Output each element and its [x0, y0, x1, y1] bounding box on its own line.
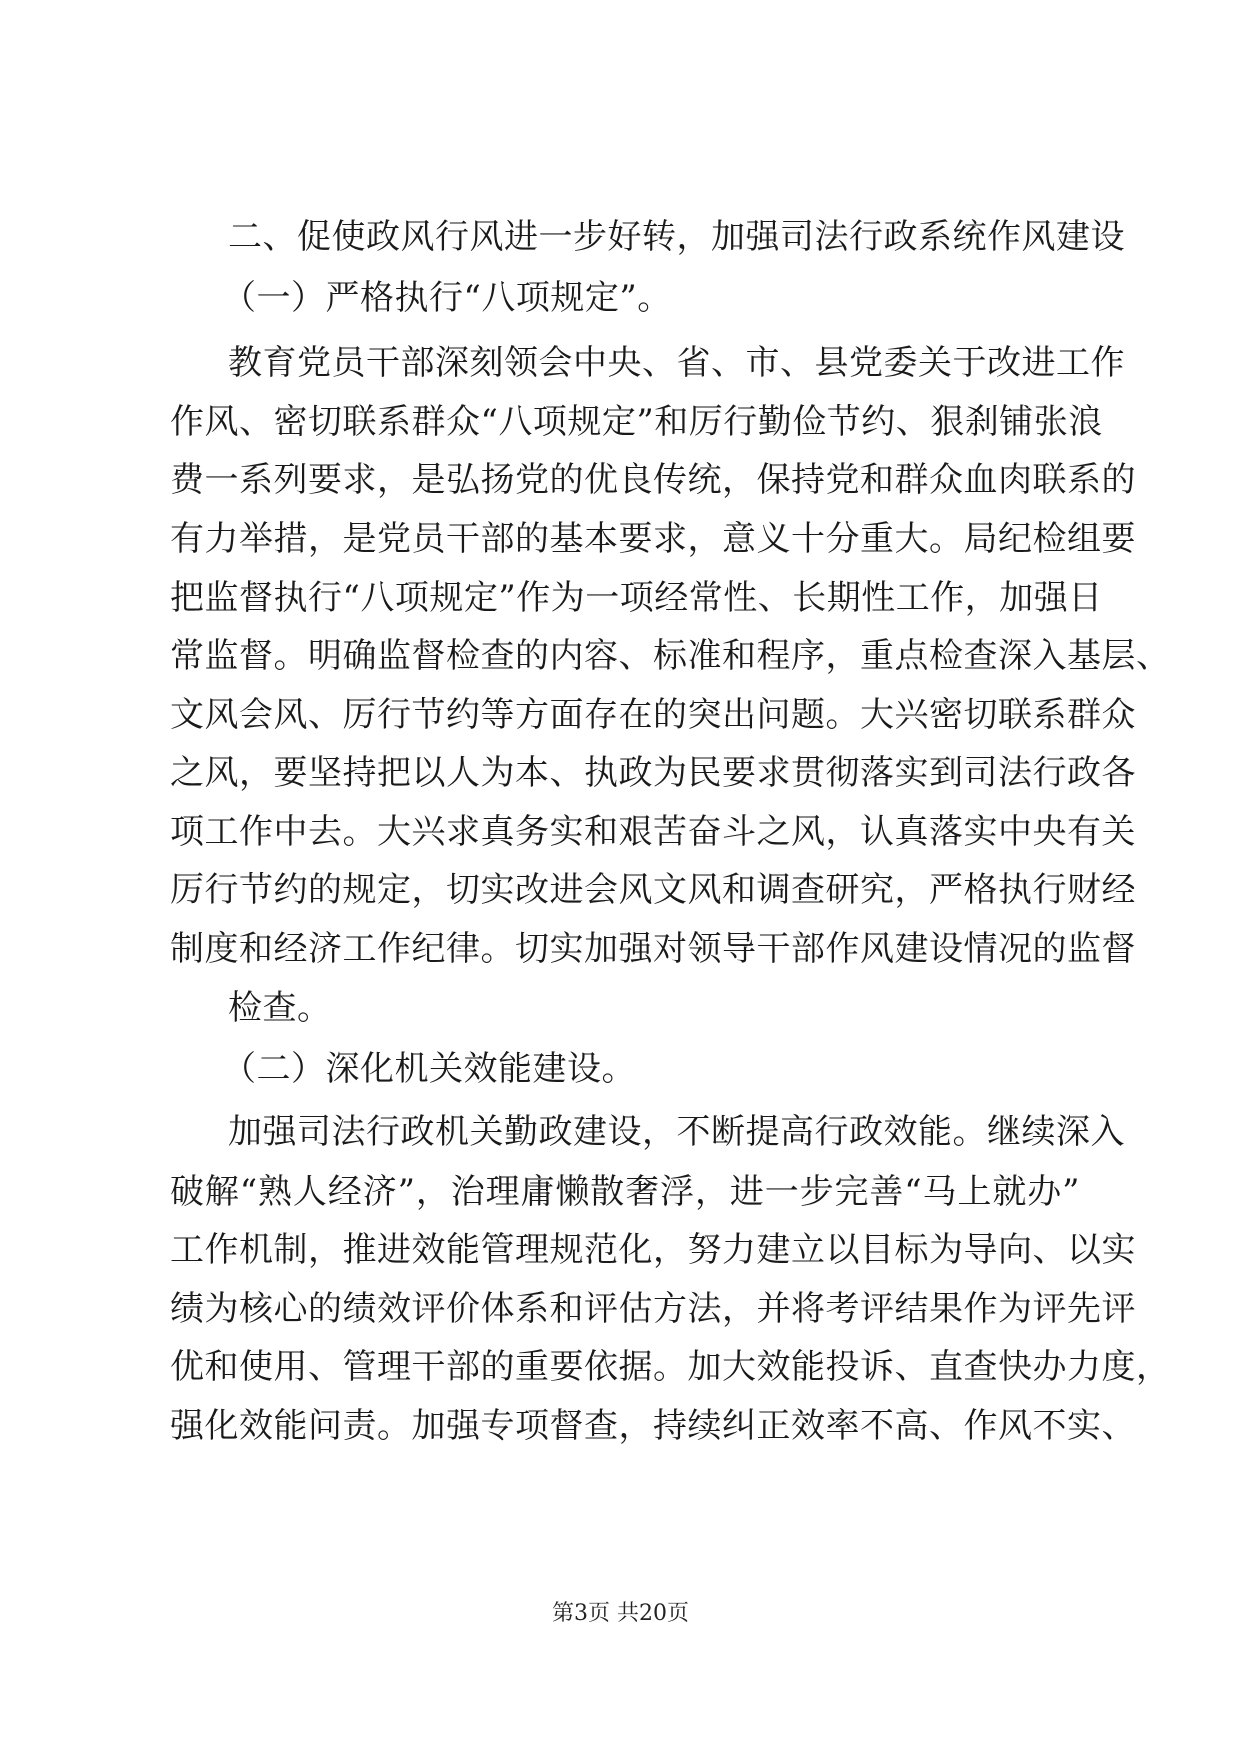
paragraph-line: 作风、密切联系群众“八项规定”和厉行勤俭节约、狠刹铺张浪 [170, 402, 1103, 442]
paragraph-line: 费一系列要求，是弘扬党的优良传统，保持党和群众血肉联系的 [170, 460, 1136, 500]
paragraph-line: 项工作中去。大兴求真务实和艰苦奋斗之风，认真落实中央有关 [170, 812, 1136, 852]
paragraph-line: 优和使用、管理干部的重要依据。加大效能投诉、直查快办力度， [170, 1347, 1171, 1387]
paragraph-line: 常监督。明确监督检查的内容、标准和程序，重点检查深入基层、 [170, 636, 1171, 676]
paragraph-line: 检查。 [228, 988, 332, 1028]
paragraph-line: 破解“熟人经济”，治理庸懒散奢浮，进一步完善“马上就办” [170, 1172, 1080, 1212]
subsection-1-title: （一）严格执行“八项规定”。 [222, 278, 672, 318]
paragraph-line: 加强司法行政机关勤政建设，不断提高行政效能。继续深入 [228, 1112, 1125, 1152]
paragraph-line: 绩为核心的绩效评价体系和评估方法，并将考评结果作为评先评 [170, 1289, 1136, 1329]
section-heading: 二、促使政风行风进一步好转，加强司法行政系统作风建设 [228, 217, 1125, 257]
paragraph-line: 工作机制，推进效能管理规范化，努力建立以目标为导向、以实 [170, 1230, 1136, 1270]
page-number-footer: 第3页 共20页 [552, 1601, 689, 1626]
paragraph-line: 强化效能问责。加强专项督查，持续纠正效率不高、作风不实、 [170, 1406, 1136, 1446]
paragraph-line: 厉行节约的规定，切实改进会风文风和调查研究，严格执行财经 [170, 870, 1136, 910]
paragraph-line: 把监督执行“八项规定”作为一项经常性、长期性工作，加强日 [170, 578, 1103, 618]
paragraph-line: 之风，要坚持把以人为本、执政为民要求贯彻落实到司法行政各 [170, 753, 1136, 793]
paragraph-line: 有力举措，是党员干部的基本要求，意义十分重大。局纪检组要 [170, 519, 1136, 559]
subsection-2-title: （二）深化机关效能建设。 [222, 1049, 636, 1089]
paragraph-line: 制度和经济工作纪律。切实加强对领导干部作风建设情况的监督 [170, 929, 1136, 969]
paragraph-line: 教育党员干部深刻领会中央、省、市、县党委关于改进工作 [228, 343, 1125, 383]
paragraph-line: 文风会风、厉行节约等方面存在的突出问题。大兴密切联系群众 [170, 695, 1136, 735]
